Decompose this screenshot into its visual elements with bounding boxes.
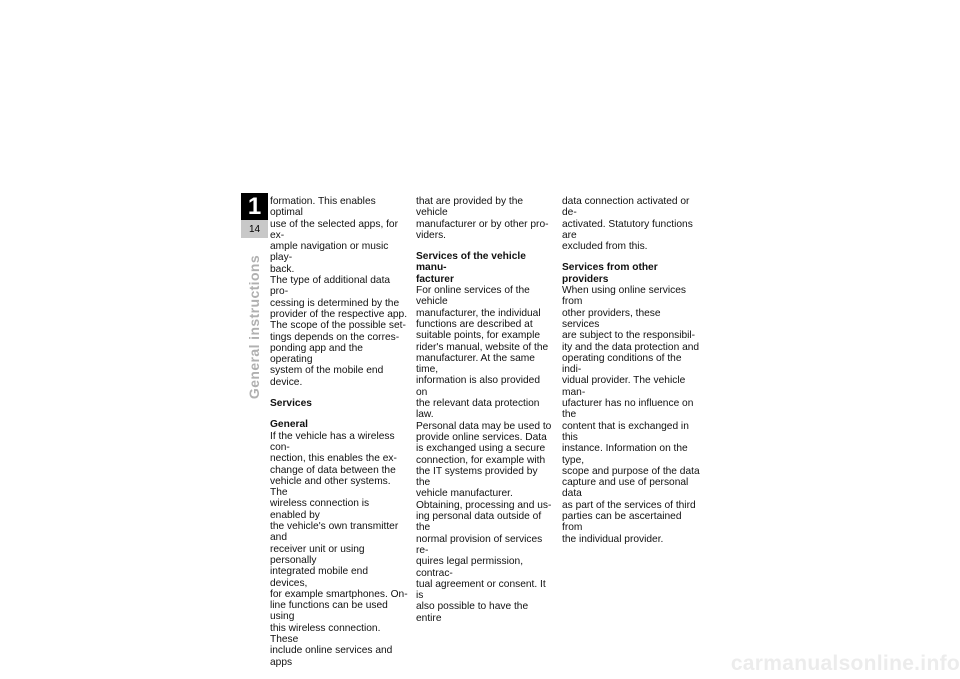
watermark: carmanualsonline.info bbox=[730, 652, 960, 675]
paragraph: Obtaining, processing and us- ing personal data outside of the normal provision of services re- quires legal permission, contrac- tual agreement or consent. It is also possible to have the entire bbox=[416, 499, 552, 624]
section-heading-services: Services bbox=[270, 398, 312, 410]
chapter-title: General instructions bbox=[246, 254, 262, 400]
subsection-heading-other-providers: Services from other providers bbox=[562, 262, 658, 285]
text-column-1 bbox=[270, 196, 408, 668]
subsection-heading-general: General bbox=[270, 419, 308, 431]
paragraph: When using online services from other providers, these services are subject to the responsibil- ity and the data protection and operating conditions of the indi- vidual provider. The vehicle man- ufacturer has no influence on the content that is exchanged in this instance. Information on the type, scope and purpose of the data capture and use of personal data as part of the services of third parties can be ascertained from the individual provider. bbox=[562, 285, 700, 545]
paragraph: For online services of the vehicle manufacturer, the individual functions are described at suitable points, for example rider's manual, website of the manufacturer. At the same time, information is also provided on the relevant data protection law. Personal data may be used to provide online services. Data is exchanged using a secure connection, for example with the IT systems provided by the vehicle manufacturer. bbox=[416, 285, 552, 500]
paragraph: formation. This enables optimal use of the selected apps, for ex- ample navigation or music play- back. bbox=[270, 196, 398, 275]
page-number: 14 bbox=[241, 220, 268, 238]
subsection-heading-manufacturer-services: Services of the vehicle manu- facturer bbox=[416, 251, 526, 285]
text-column-3 bbox=[562, 196, 700, 545]
paragraph: If the vehicle has a wireless con- nection, this enables the ex- change of data between the vehicle and other systems. The wireless connection is enabled by the vehicle's own transmitter and receiver unit or using personally integrated mobile end devices, for example smartphones. On- line functions can be used using this wireless connection. These include online services and apps bbox=[270, 430, 408, 668]
chapter-number: 1 bbox=[241, 193, 268, 220]
paragraph: The type of additional data pro- cessing is determined by the provider of the respective app. The scope of the possible set- tings depends on the corres- ponding app and the operating system of the mobile end device. bbox=[270, 275, 408, 388]
paragraph: data connection activated or de- activated. Statutory functions are excluded from this. bbox=[562, 196, 693, 253]
paragraph: that are provided by the vehicle manufacturer or by other pro- viders. bbox=[416, 196, 549, 241]
text-column-2 bbox=[416, 196, 554, 624]
